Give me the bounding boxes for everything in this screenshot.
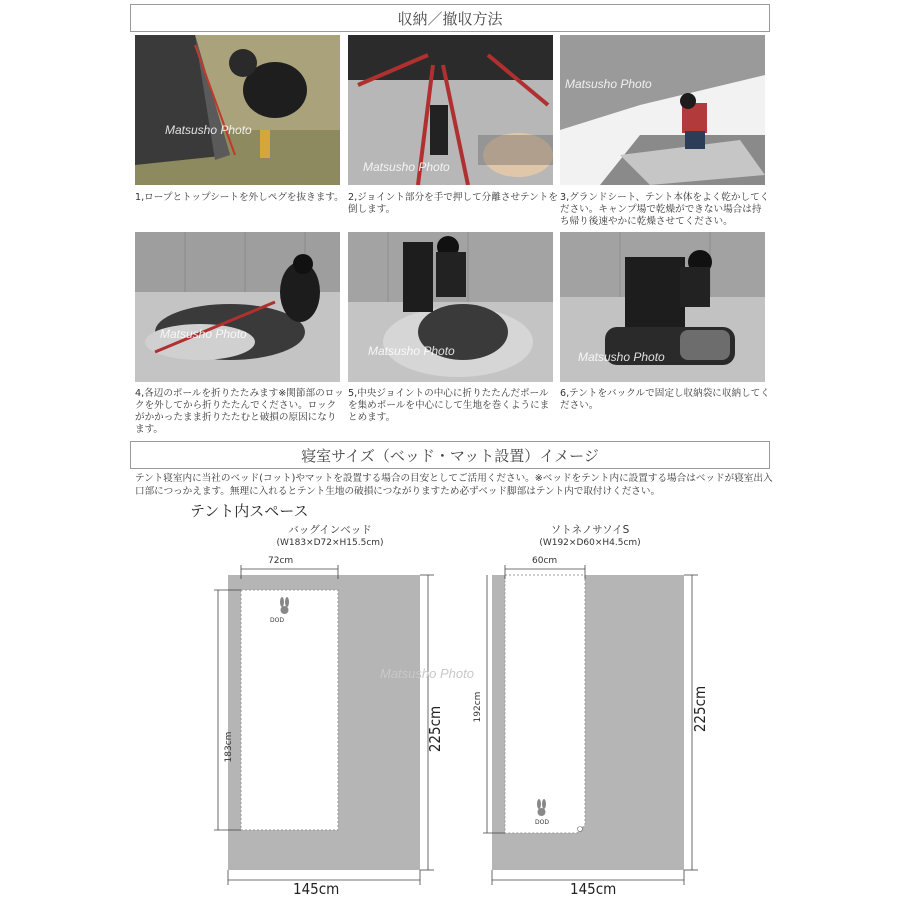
step-4-caption: 4,各辺のポールを折りたたみます※関節部のロックを外してから折りたたんでください。ロックがかかったまま折りたたむと破損の原因になります。	[135, 388, 344, 435]
section-header-storage: 収納／撤収方法	[130, 4, 770, 32]
left-tent-width-label: 145cm	[293, 880, 340, 898]
right-mat-logo-text: DOD	[535, 819, 549, 826]
right-mat-width-label: 60cm	[532, 556, 558, 566]
right-floor-diagram	[465, 555, 725, 900]
right-mat-length-label: 192cm	[473, 691, 483, 723]
watermark: Matsusho Photo	[165, 123, 252, 137]
right-tent-depth-label: 225cm	[691, 685, 709, 733]
section-header-sleeping-size: 寝室サイズ（ベッド・マット設置）イメージ	[130, 441, 770, 469]
right-mat	[505, 575, 585, 833]
left-bed-width-label: 72cm	[268, 556, 294, 566]
left-bed-logo-text: DOD	[270, 617, 284, 624]
step-6-caption: 6,テントをバックルで固定し収納袋に収納してください。	[560, 388, 770, 411]
step-1-caption: 1,ロープとトップシートを外しペグを抜きます。	[135, 192, 344, 203]
left-bed-name: バッグインベッド	[288, 524, 372, 536]
left-bed	[241, 590, 338, 830]
step-5-caption: 5,中央ジョイントの中心に折りたたんだポールを集めポールを中心にして生地を巻くようにまとめます。	[348, 388, 550, 423]
right-bed-name: ソトネノサソイS	[550, 524, 630, 536]
step-5-photo	[348, 232, 553, 382]
watermark: Matsusho Photo	[160, 327, 247, 341]
step-3-caption: 3,グランドシート、テント本体をよく乾かしてください。キャンプ場で乾燥ができない場合は持ち帰り後速やかに乾燥させてください。	[560, 192, 770, 227]
watermark: Matsusho Photo	[380, 666, 474, 681]
watermark: Matsusho Photo	[565, 77, 652, 91]
step-4-photo	[135, 232, 340, 382]
step-6-photo	[560, 232, 765, 382]
intro-text: テント寝室内に当社のベッド(コット)やマットを設置する場合の目安としてご活用ください。※ベッドをテント内に設置する場合はベッドが寝室出入口部につっかえます。無理に入れるとテント生地の破損につながりますため必ずベッド脚部はテント内で取付けください。	[135, 473, 773, 497]
watermark: Matsusho Photo	[578, 350, 665, 364]
watermark: Matsusho Photo	[363, 160, 450, 174]
step-3-photo	[560, 35, 765, 185]
diagram-title: テント内スペース	[190, 502, 309, 520]
step-1-photo	[135, 35, 340, 185]
right-bed-spec: (W192×D60×H4.5cm)	[539, 538, 641, 548]
left-bed-length-label: 183cm	[224, 731, 234, 763]
left-bed-spec: (W183×D72×H15.5cm)	[276, 538, 384, 548]
right-tent-width-label: 145cm	[570, 880, 617, 898]
step-2-caption: 2,ジョイント部分を手で押して分離させテントを倒します。	[348, 192, 558, 215]
left-tent-depth-label: 225cm	[426, 705, 444, 753]
step-2-photo	[348, 35, 553, 185]
watermark: Matsusho Photo	[368, 344, 455, 358]
